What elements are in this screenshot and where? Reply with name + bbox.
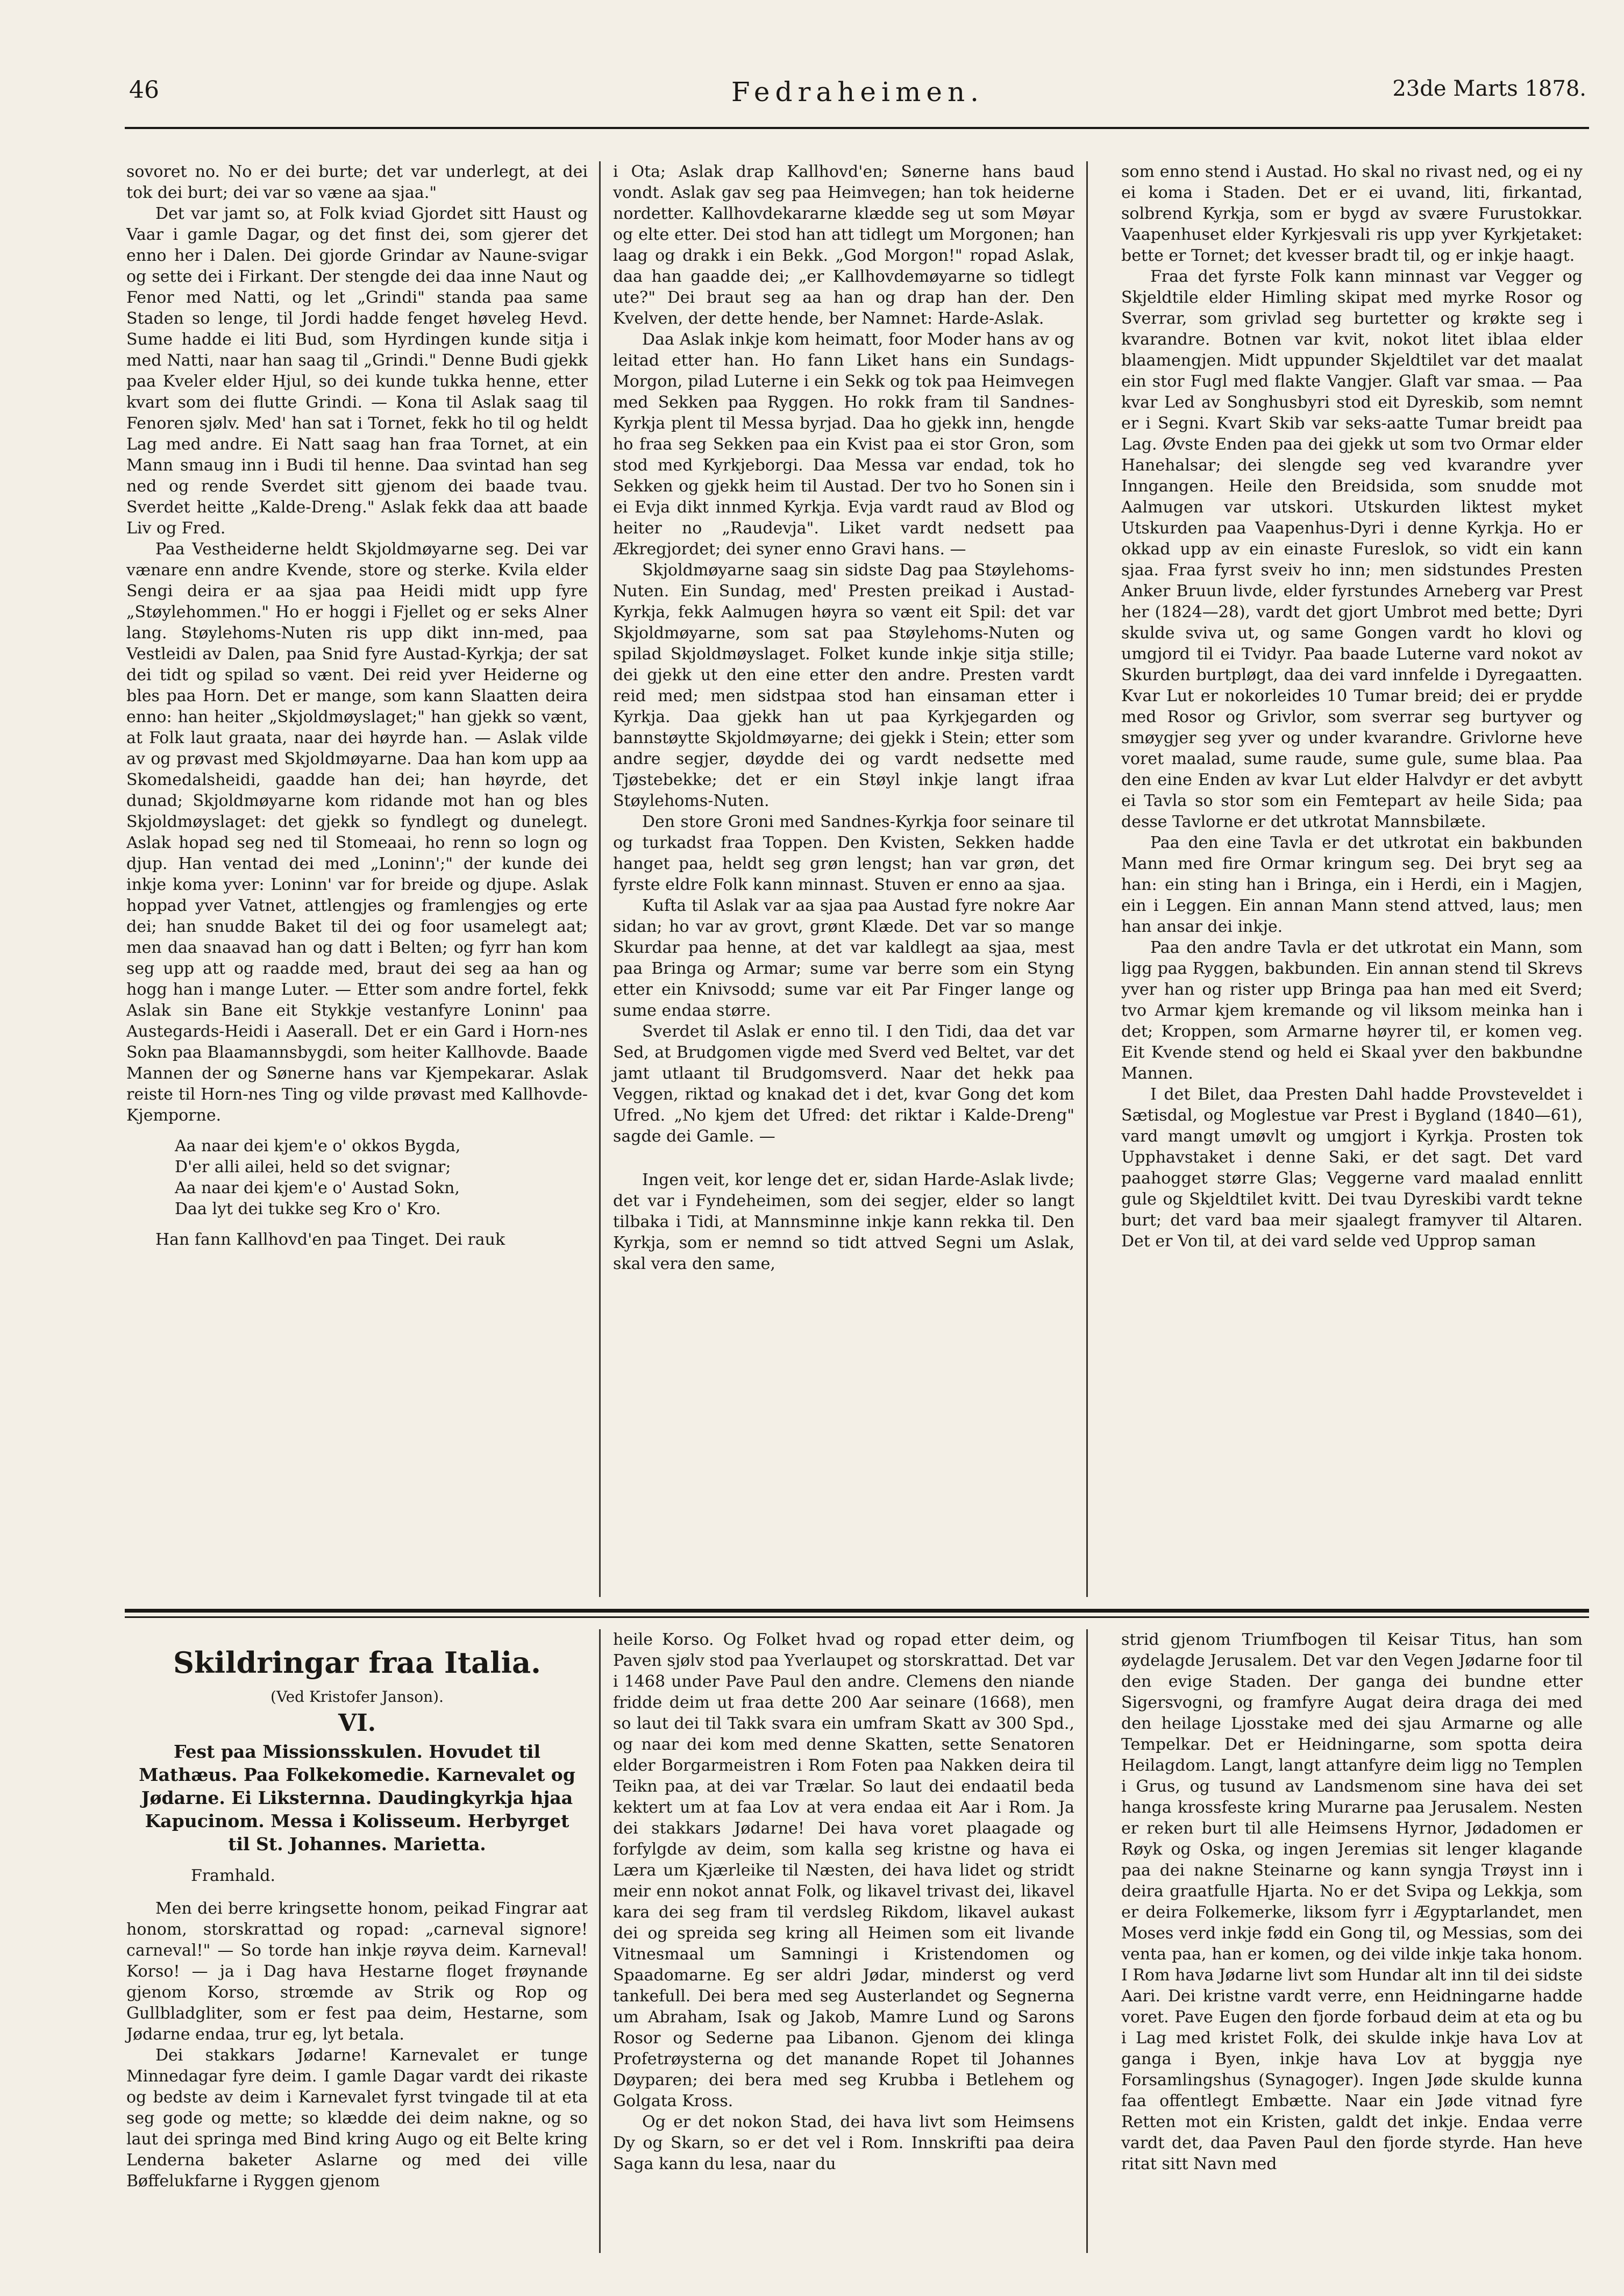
paragraph: Fraa det fyrste Folk kann minnast var Vegger og Skjeldtile elder Himling skipat med myrke Rosor og Sverrar, som grivlad seg burtetter og krøkte seg i kvarandre. Botnen var kvit, nokot litet iblaa elder blaamengjen. Midt uppunder Skjeldtilet var det maalat ein stor Fugl med flakte Vangjer. Glaft var smaa. — Paa kvar Led av Songhusbyri stod eit Dyreskib, som nemnt er i Segni. Kvart Skib var seks-aatte Tumar breidt paa Lag. Øvste Enden paa dei gjekk ut som tvo Ormar elder Hanehalsar; dei slengde seg ved kvarandre yver Inngangen. Heile den Breidsida, som snudde mot Aalmugen var utskori. Utskurden liktest myket Utskurden paa Vaapenhus-Dyri i denne Kyrkja. Ho er okkad upp av ein einaste Fureslok, so vidt ein kann sjaa. Fraa fyrst sveiv ho inn; men sidstundes Presten Anker Bruun livde, elder fyrstundes Arneberg var Prest her (1824—28), vardt det gjort Umbrot med bette; Dyri skulde sviva ut, og same Gongen vardt ho klovi og umgjord til ei Tvidyr. Paa baade Luterne vard nokot av Skurden burtpløgt, daa dei vard innfelde i Dyregaatten. Kvar Lut er nokorleides 10 Tumar breid; dei er prydde med Rosor og Grivlor, som sverrar seg burtyver og smøygjer seg yver og under kvarandre. Grivlorne heve voret maalad, sume raude, sume gule, sume blaa. Paa den eine Enden av kvar Lut elder Halvdyr er det avbytt ei Tavla so stor som ein Femtepart av heile Sida; paa desse Tavlorne er det utkrotat Mannsbilæte. (1121, 267, 1583, 831)
verse-line: Aa naar dei kjem'e o' okkos Bygda, (175, 1137, 461, 1156)
top-column-2 (613, 161, 1074, 1274)
paragraph: I det Bilet, daa Presten Dahl hadde Provsteveldet i Sætisdal, og Moglestue var Prest i Bygland (1840—61), vard mangt umøvlt og umgjort i Kyrkja. Prosten tok Upphavstaket i denne Saki, er det sagt. Det vard paahogget større Glas; Veggerne vard maalad ennlitt gule og Skjeldtilet kvitt. Dei tvau Dyreskibi vardt tekne burt; det vard baa meir sjaalegt framyver til Altaren. Det er Von til, at dei vard selde ved Upprop saman (1121, 1085, 1583, 1251)
article-column-3 (1121, 1629, 1583, 2174)
paragraph: Paa Vestheiderne heldt Skjoldmøyarne seg. Dei var vænare enn andre Kvende, store og sterke. Kvila elder Sengi deira er aa sjaa paa Heidi midt upp fyre „Støylehommen." Ho er hoggi i Fjellet og er seks Alner lang. Støylehoms-Nuten ris upp dikt inn-med, paa Vestleidi av Dalen, paa Snid fyre Austad-Kyrkja; der sat dei tidt og spilad so vænt. Dei reid yver Heiderne og bles paa Horn. Det er mange, som kann Slaatten deira enno: han heiter „Skjoldmøyslaget;" han gjekk so vænt, at Folk laut graata, naar dei høyrde han. — Aslak vilde av og prøvast med Skjoldmøyarne. Daa han kom upp aa Skomedalsheidi, gaadde han dei; han høyrde, det dunad; Skjoldmøyarne kom ridande mot han og bles Skjoldmøyslaget: det gjekk so fyndlegt og dunelegt. Aslak hopad seg ned til Stomeaai, ho renn so logn og djup. Han ventad dei med „Loninn';" der kunde dei inkje koma yver: Loninn' var for breide og djupe. Aslak hoppad yver Vatnet, attlengjes og framlengjes og erte dei; han snudde Baket til dei og foor usamelegt aat; men daa snaavad han og datt i Belten; og fyrr han kom seg upp att og raadde med, braut dei seg aa han og hogg han i mange Luter. — Etter som andre fortel, fekk Aslak sin Bane eit Stykkje vestanfyre Loninn' paa Austegards-Heidi i Aaserall. Det er ein Gard i Horn-nes Sokn paa Blaamannsbygdi, som heiter Kallhovde. Baade Mannen der og Sønerne hans var Kjempekarar. Aslak reiste til Horn-nes Ting og vilde prøvast med Kallhovde-Kjemporne. (126, 540, 588, 1125)
verse-line: Daa lyt dei tukke seg Kro o' Kro. (175, 1200, 441, 1218)
column-divider (599, 1629, 601, 2253)
section-rule-thin (125, 1616, 1589, 1618)
paragraph: Paa den eine Tavla er det utkrotat ein bakbunden Mann med fire Ormar kringum seg. Dei bryt seg aa han: ein sting han i Bringa, ein i Herdi, ein i Magjen, ein i Leggen. Ein annan Mann stend attved, laus; men han ansar dei inkje. (1121, 833, 1583, 936)
column-divider (1086, 161, 1088, 1597)
paragraph: Daa Aslak inkje kom heimatt, foor Moder hans av og leitad etter han. Ho fann Liket hans ein Sundags-Morgon, pilad Luterne i ein Sekk og tok paa Heimvegen med Sekken paa Ryggen. Ho rokk fram til Sandnes-Kyrkja plent til Messa byrjad. Daa ho gjekk inn, hengde ho fraa seg Sekken paa ein Kvist paa ei stor Gron, som stod med Kyrkjeborgi. Daa Messa var endad, tok ho Sekken og gjekk heim til Austad. Der tvo ho Sonen sin i ei Evja dikt innmed Kyrkja. Evja vardt raud av Blod og heiter no „Raudevja". Liket vardt nedsett paa Ækregjordet; dei syner enno Gravi hans. — (613, 330, 1074, 559)
paragraph: Og er det nokon Stad, dei hava livt som Heimsens Dy og Skarn, so er det vel i Rom. Innskrifti paa deira Saga kann du lesa, naar du (613, 2113, 1074, 2173)
top-column-3 (1121, 161, 1583, 1252)
paragraph: Kufta til Aslak var aa sjaa paa Austad fyre nokre Aar sidan; ho var av grovt, grønt Klæde. Det var so mange Skurdar paa henne, at det var kaldlegt aa sjaa, mest paa Bringa og Armar; sume var berre som ein Styng etter ein Knivsodd; sume var eit Par Finger lange og sume endaa større. (613, 896, 1074, 1020)
paragraph: Skjoldmøyarne saag sin sidste Dag paa Støylehoms-Nuten. Ein Sundag, med' Presten preikad i Austad-Kyrkja, fekk Aalmugen høyra so vænt eit Spil: det var Skjoldmøyarne, som sat paa Støylehoms-Nuten og spilad Skjoldmøyslaget. Folket kunde inkje sitja stille; dei gjekk ut den eine etter den andre. Presten vardt reid med; men sidstpaa stod han einsaman etter i Kyrkja. Daa gjekk han ut paa Kyrkjegarden og bannstøytte Skjoldmøyarne; dei gjekk i Stein; etter som andre segjer, døydde dei og vardt nedsette med Tjøstebekke; det er ein Støyl inkje langt ifraa Støylehoms-Nuten. (613, 561, 1074, 810)
verse-line: Aa naar dei kjem'e o' Austad Sokn, (175, 1179, 460, 1197)
column-divider (599, 161, 601, 1597)
paragraph: i Ota; Aslak drap Kallhovd'en; Sønerne hans baud vondt. Aslak gav seg paa Heimvegen; han tok heiderne nordetter. Kallhovdekararne klædde seg ut som Møyar og elte etter. Dei stod han att tidlegt um Morgonen; han laag og drakk i ein Bekk. „God Morgon!" ropad Aslak, daa han gaadde dei; „er Kallhovdemøyarne so tidlegt ute?" Dei braut seg aa han og drap han der. Den Kvelven, der dette hende, ber Namnet: Harde-Aslak. (613, 162, 1074, 328)
paragraph: Dei stakkars Jødarne! Karnevalet er tunge Minnedagar fyre deim. I gamle Dagar vardt dei rikaste og bedste av deim i Karnevalet fyrst tvingade til at eta seg gode og mette; so klædde dei deim nakne, og so laut dei springa med Bind kring Augo og eit Belte kring Lenderna baketer Aslarne og med dei ville Bøffelukfarne i Ryggen gjenom (126, 2046, 588, 2191)
section-gap (613, 1147, 1074, 1170)
column-divider (1086, 1629, 1088, 2253)
article-subtitle: Fest paa Missionsskulen. Hovudet til Mathæus. Paa Folkekomedie. Karnevalet og Jødarne. Ei Liksternna. Daudingkyrkja hjaa Kapucinom. Messa i Kolisseum. Herbyrget til St. Johannes. Marietta. (139, 1741, 575, 1855)
article-number: VI. (338, 1709, 376, 1737)
top-column-1 (126, 161, 588, 1250)
paragraph: Det var jamt so, at Folk kviad Gjordet sitt Haust og Vaar i gamle Dagar, og det finst dei, som gjerer det enno her i Dalen. Dei gjorde Grindar av Naune-svigar og sette dei i Firkant. Der stengde dei daa inne Naut og Fenor med Natti, og let „Grindi" standa paa same Staden so lenge, til Jordi hadde fenget høveleg Hevd. Sume hadde ei liti Bud, som Hyrdingen kunde sitja i med Natti, naar han saag til „Grindi." Denne Budi gjekk paa Kveler elder Hjul, so dei kunde tukka henne, etter kvart som dei flutte Grindi. — Kona til Aslak saag til Fenoren sjølv. Med' han sat i Tornet, fekk ho til og heldt Lag med andre. Ei Natt saag han fraa Tornet, at ein Mann smaug inn i Budi til henne. Daa svintad han seg ned og rende Sverdet sitt gjenom dei baade tvau. Sverdet heitte „Kalde-Dreng." Aslak fekk daa att baade Liv og Fred. (126, 204, 588, 538)
verse-block (175, 1136, 588, 1220)
paragraph: Den store Groni med Sandnes-Kyrkja foor seinare til og turkadst fraa Toppen. Den Kvisten, Sekken hadde hanget paa, heldt seg grøn lengst; han var grøn, det fyrste eldre Folk kann minnast. Stuven er enno aa sjaa. (613, 812, 1074, 894)
section-rule-thick (125, 1609, 1589, 1613)
article-column-2 (613, 1629, 1074, 2174)
paragraph: strid gjenom Triumfbogen til Keisar Titus, han som øydelagde Jerusalem. Det var den Vegen Jødarne foor til den evige Staden. Der ganga dei bundne etter Sigersvogni, og framfyre Augat deira draga dei med den heilage Ljosstake med dei sjau Armarne og alle Tempelkar. Det er Heidningarne, som spotta deira Heilagdom. Langt, langt attanfyre deim ligg no Templen i Grus, og tusund av Landsmenom sine hava dei set hanga krossfeste kring Murarne paa Jerusalem. Nesten er reken burt til alle Heimsens Hyrnor, Jødadomen er Røyk og Oska, og ingen Jeremias sit lenger klagande paa dei nakne Steinarne og kann syngja Trøyst inn i deira graatfulle Hjarta. No er det Svipa og Lekkja, som er deira Folkemerke, liksom fyrr i Ægyptarlandet, men Moses verd inkje fødd ein Gong til, og Messias, som dei venta paa, han er komen, og dei vilde inkje taka honom. I Rom hava Jødarne livt som Hundar alt inn til dei sidste Aari. Dei kristne vardt verre, enn Heidningarne hadde voret. Pave Eugen den fjorde forbaud deim at eta og bu i Lag med kristet Folk, dei skulde inkje hava Lov at ganga i Byen, inkje hava Lov at byggja nye Forsamlingshus (Synagoger). Ingen Jøde skulde kunna faa offentlegt Embætte. Naar ein Jøde vitnad fyre Retten mot ein Kristen, galdt det inkje. Endaa verre vardt det, daa Paven Paul den fjorde styrde. Han heve ritat sitt Navn med (1121, 1630, 1583, 2173)
paragraph: Paa den andre Tavla er det utkrotat ein Mann, som ligg paa Ryggen, bakbunden. Ein annan stend til Skrevs yver han og rister upp Bringa paa han med eit Sverd; tvo Armar kjem kremande og vil liksom meinka han i det; Kroppen, som Armarne høyrer til, er komen veg. Eit Kvende stend og held ei Skaal yver den bakbundne Mannen. (1121, 938, 1583, 1083)
paragraph: Men dei berre kringsette honom, peikad Fingrar aat honom, storskrattad og ropad: „carneval signore! carneval!" — So torde han inkje røyva deim. Karneval! Korso! — ja i Dag hava Hestarne floget frøynande gjenom Korso, strœmde av Strik og Rop og Gullbladgliter, som er fest paa deim, Hestarne, som Jødarne endaa, trur eg, lyt betala. (126, 1899, 588, 2044)
paragraph: Han fann Kallhovd'en paa Tinget. Dei rauk (155, 1230, 505, 1249)
article-column-1 (126, 1629, 588, 2192)
newspaper-title: Fedraheimen. (731, 76, 985, 108)
issue-date: 23de Marts 1878. (1392, 76, 1586, 101)
verse-line: D'er alli ailei, held so det svignar; (175, 1158, 451, 1176)
paragraph: Sverdet til Aslak er enno til. I den Tidi, daa det var Sed, at Brudgomen vigde med Sverd ved Beltet, var det jamt utlaant til Brudgomsverd. Naar det hekk paa Veggen, riktad og knakad det i det, kvar Gong det kom Ufred. „No kjem det Ufred: det riktar i Kalde-Dreng" sagde dei Gamle. — (613, 1022, 1074, 1146)
article-byline: (Ved Kristofer Janson). (270, 1688, 444, 1706)
continued-note: Framhald. (191, 1866, 276, 1885)
page-number: 46 (129, 76, 159, 104)
paragraph: som enno stend i Austad. Ho skal no rivast ned, og ei ny ei koma i Staden. Det er ei uvand, liti, firkantad, solbrend Kyrkja, som er bygd av svære Furustokkar. Vaapenhuset elder Kyrkjesvali ris upp yver Kyrkjetaket: bette er Tornet; det kvesser bradt til, og er inkje haagt. (1121, 162, 1583, 265)
paragraph: heile Korso. Og Folket hvad og ropad etter deim, og Paven sjølv stod paa Yverlaupet og storskrattad. Det var i 1468 under Pave Paul den andre. Clemens den niande fridde deim ut fraa dette 200 Aar seinare (1668), men so laut dei til Takk svara ein umfram Skatt av 300 Spd., og naar dei kom med denne Skatten, sette Senatoren elder Borgarmeistren i Rom Foten paa Nakken deira til Teikn paa, at dei var Trælar. So laut dei endaatil beda kektert um at faa Lov at vera endaa eit Aar i Rom. Ja dei stakkars Jødarne! Dei hava voret plaagade og forfylgde av deim, som kalla seg kristne og hava ei Læra um Kjærleike til Næsten, dei hava lidet og stridt meir enn nokot annat Folk, og likavel trivast dei, likavel kara dei seg fram til verdsleg Rikdom, likavel aukast dei og spreida seg kring all Heimen som eit livande Vitnesmaal um Samningi i Kristendomen og Spaadomarne. Eg ser aldri Jødar, minderst og verd tankefull. Dei bera med seg Austerlandet og Segnerna um Abraham, Isak og Jakob, Mamre Lund og Sarons Rosor og Sederne paa Libanon. Gjenom dei klinga Profetrøysterna og det manande Ropet til Johannes Døyparen; dei bera med seg Krubba i Betlehem og Golgata Kross. (613, 1630, 1074, 2110)
header-rule (125, 127, 1589, 129)
paragraph: sovoret no. No er dei burte; det var underlegt, at dei tok dei burt; dei var so væne aa sjaa." (126, 162, 588, 202)
article-title: Skildringar fraa Italia. (173, 1645, 541, 1680)
page-header (129, 76, 1586, 114)
paragraph: Ingen veit, kor lenge det er, sidan Harde-Aslak livde; det var i Fyndeheimen, som dei segjer, elder so langt tilbaka i Tidi, at Mannsminne inkje kann rekka til. Den Kyrkja, som er nemnd so tidt attved Segni um Aslak, skal vera den same, (613, 1171, 1074, 1273)
